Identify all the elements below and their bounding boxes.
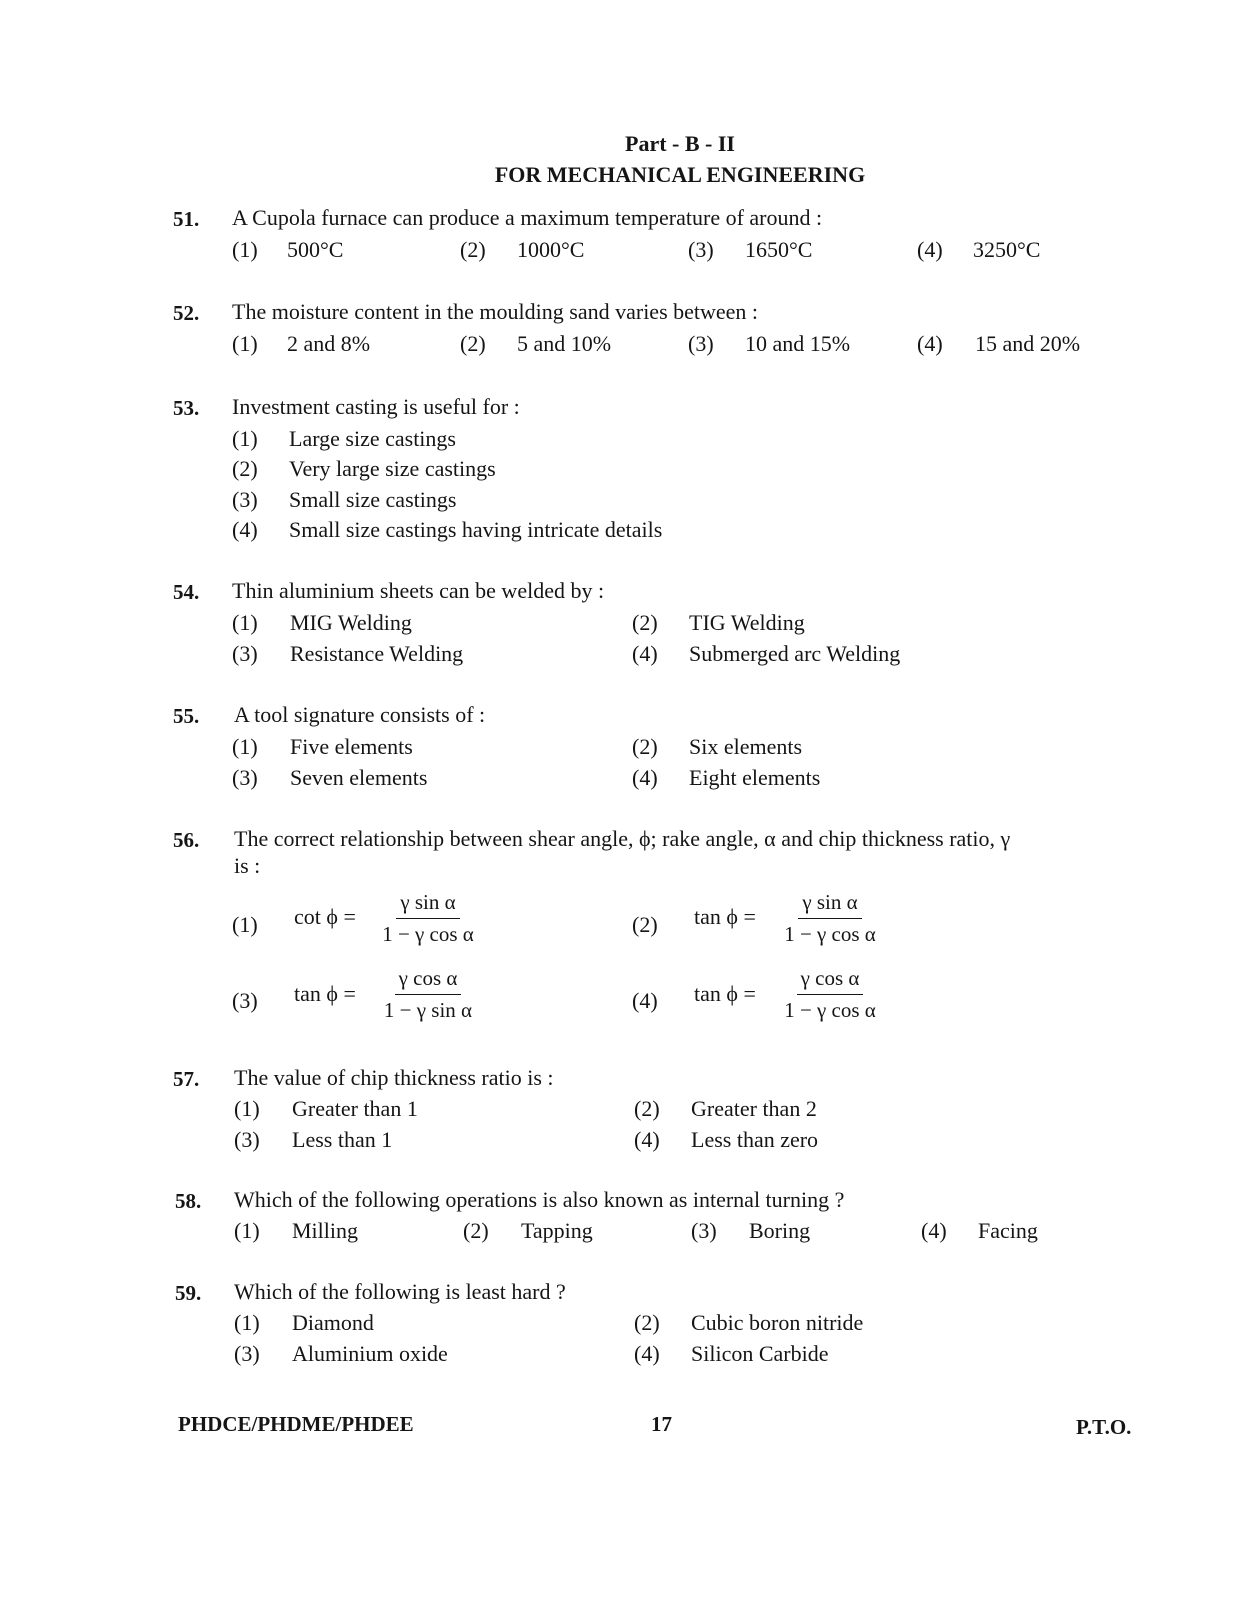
option-text: MIG Welding xyxy=(290,610,412,635)
pto-label: P.T.O. xyxy=(1076,1415,1132,1439)
question-number: 53. xyxy=(173,396,200,420)
option-text: Cubic boron nitride xyxy=(691,1310,864,1335)
option-text: Silicon Carbide xyxy=(691,1341,829,1366)
option-text: Five elements xyxy=(290,734,413,759)
option-text: Tapping xyxy=(521,1218,593,1243)
option-label: (2) xyxy=(632,734,658,759)
question-text-continued: is : xyxy=(234,853,261,878)
option-label: (3) xyxy=(234,1341,260,1366)
formula-fraction xyxy=(770,968,890,1021)
formula-fraction xyxy=(368,892,488,945)
option-text: Small size castings having intricate details xyxy=(289,517,663,542)
formula-lhs: tan ϕ = xyxy=(694,904,756,929)
option-label: (2) xyxy=(460,237,486,262)
option-label: (1) xyxy=(234,1218,260,1243)
option-text: Diamond xyxy=(292,1310,374,1335)
option-label: (4) xyxy=(917,331,943,356)
option-text: Aluminium oxide xyxy=(292,1341,448,1366)
subject-heading: FOR MECHANICAL ENGINEERING xyxy=(494,162,866,187)
formula-fraction xyxy=(368,968,488,1021)
option-text: Seven elements xyxy=(290,765,428,790)
option-label: (3) xyxy=(234,1127,260,1152)
option-label: (2) xyxy=(632,610,658,635)
option-text: 3250°C xyxy=(973,237,1041,262)
option-label: (4) xyxy=(632,765,658,790)
option-label: (3) xyxy=(688,331,714,356)
option-label: (3) xyxy=(691,1218,717,1243)
part-heading: Part - B - II xyxy=(625,131,735,156)
option-text: 5 and 10% xyxy=(517,331,612,356)
option-label: (2) xyxy=(463,1218,489,1243)
question-text: Which of the following operations is also known as internal turning ? xyxy=(234,1187,845,1212)
formula-numerator: γ cos α xyxy=(797,968,864,995)
question-text: The correct relationship between shear angle, ϕ; rake angle, α and chip thickness ratio, γ xyxy=(234,826,1011,851)
option-text: Greater than 1 xyxy=(292,1096,418,1121)
option-text: Resistance Welding xyxy=(290,641,464,666)
option-label: (1) xyxy=(232,331,258,356)
formula-denominator: 1 − γ cos α xyxy=(784,998,876,1022)
option-label: (3) xyxy=(232,765,258,790)
option-label: (1) xyxy=(232,426,258,451)
question-text: A tool signature consists of : xyxy=(234,702,486,727)
option-text: Submerged arc Welding xyxy=(689,641,901,666)
option-text: Facing xyxy=(978,1218,1038,1243)
question-number: 54. xyxy=(173,580,200,604)
formula-fraction xyxy=(770,892,890,945)
page-number: 17 xyxy=(651,1412,672,1436)
option-label: (2) xyxy=(232,456,258,481)
option-label: (4) xyxy=(632,988,658,1013)
formula-denominator: 1 − γ cos α xyxy=(784,922,876,946)
question-number: 56. xyxy=(173,828,200,852)
option-label: (2) xyxy=(634,1310,660,1335)
question-text: Investment casting is useful for : xyxy=(232,394,520,419)
option-label: (3) xyxy=(232,641,258,666)
option-text: 1000°C xyxy=(517,237,585,262)
footer-code: PHDCE/PHDME/PHDEE xyxy=(178,1412,414,1436)
option-label: (4) xyxy=(634,1127,660,1152)
option-text: 2 and 8% xyxy=(287,331,371,356)
option-label: (1) xyxy=(234,1096,260,1121)
formula-numerator: γ cos α xyxy=(395,968,462,995)
question-number: 55. xyxy=(173,704,200,728)
option-text: 1650°C xyxy=(745,237,813,262)
question-number: 51. xyxy=(173,207,200,231)
formula-lhs: tan ϕ = xyxy=(694,981,756,1006)
option-text: Six elements xyxy=(689,734,803,759)
option-text: TIG Welding xyxy=(689,610,805,635)
question-text: Thin aluminium sheets can be welded by : xyxy=(232,578,605,603)
question-number: 52. xyxy=(173,301,200,325)
question-text: The value of chip thickness ratio is : xyxy=(234,1065,554,1090)
option-text: Less than 1 xyxy=(292,1127,393,1152)
option-label: (2) xyxy=(632,912,658,937)
question-number: 59. xyxy=(175,1281,202,1305)
option-label: (1) xyxy=(234,1310,260,1335)
question-text: Which of the following is least hard ? xyxy=(234,1279,566,1304)
option-label: (3) xyxy=(232,487,258,512)
option-label: (1) xyxy=(232,237,258,262)
option-label: (3) xyxy=(688,237,714,262)
option-label: (1) xyxy=(232,912,258,937)
question-text: A Cupola furnace can produce a maximum temperature of around : xyxy=(232,205,823,230)
option-text: 10 and 15% xyxy=(745,331,851,356)
formula-denominator: 1 − γ sin α xyxy=(383,998,473,1022)
option-label: (1) xyxy=(232,734,258,759)
option-text: 500°C xyxy=(287,237,344,262)
option-label: (4) xyxy=(634,1341,660,1366)
option-text: Milling xyxy=(292,1218,359,1243)
option-label: (2) xyxy=(460,331,486,356)
option-label: (2) xyxy=(634,1096,660,1121)
option-label: (4) xyxy=(921,1218,947,1243)
option-text: Eight elements xyxy=(689,765,821,790)
formula-numerator: γ sin α xyxy=(396,892,459,919)
option-text: 15 and 20% xyxy=(975,331,1081,356)
option-label: (4) xyxy=(917,237,943,262)
formula-numerator: γ sin α xyxy=(798,892,861,919)
question-text: The moisture content in the moulding sand varies between : xyxy=(232,299,759,324)
option-text: Boring xyxy=(749,1218,811,1243)
formula-denominator: 1 − γ cos α xyxy=(382,922,474,946)
option-label: (1) xyxy=(232,610,258,635)
option-label: (4) xyxy=(632,641,658,666)
option-text: Large size castings xyxy=(289,426,456,451)
option-label: (3) xyxy=(232,988,258,1013)
formula-lhs: tan ϕ = xyxy=(294,981,356,1006)
question-number: 58. xyxy=(175,1189,202,1213)
option-label: (4) xyxy=(232,517,258,542)
option-text: Less than zero xyxy=(691,1127,819,1152)
option-text: Small size castings xyxy=(289,487,457,512)
option-text: Very large size castings xyxy=(289,456,496,481)
formula-lhs: cot ϕ = xyxy=(294,904,356,929)
question-number: 57. xyxy=(173,1067,200,1091)
option-text: Greater than 2 xyxy=(691,1096,817,1121)
